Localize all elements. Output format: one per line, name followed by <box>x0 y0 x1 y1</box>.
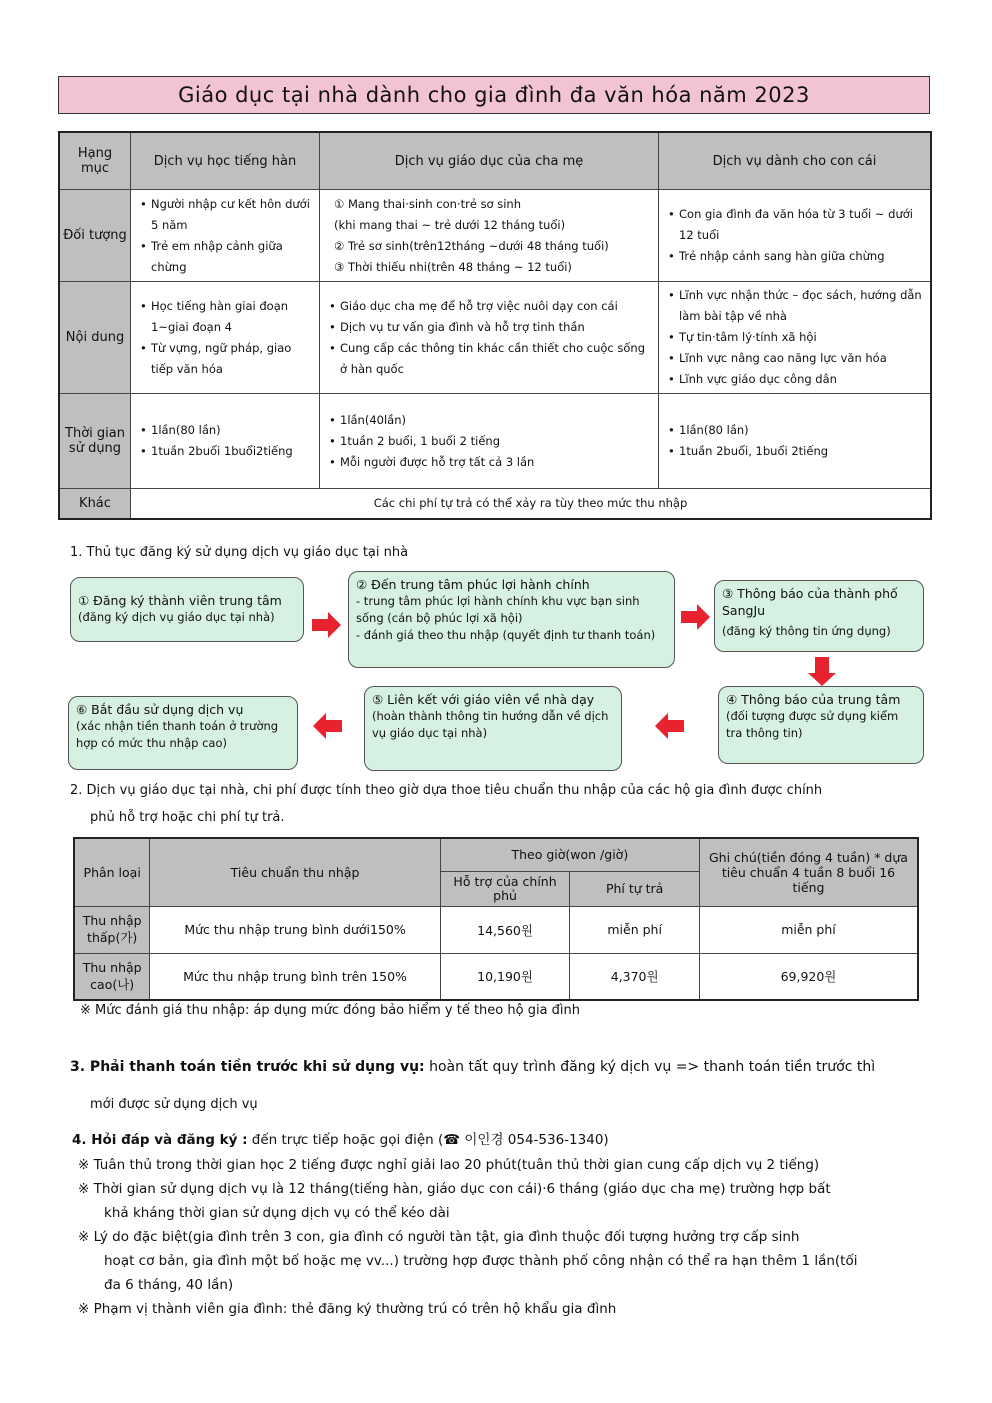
list-item: • Học tiếng hàn giai đoạn 1~giai đoạn 4 <box>151 296 313 338</box>
list-item: • Trẻ nhập cảnh sang hàn giữa chừng <box>679 246 924 267</box>
down-arrow-icon <box>808 657 836 687</box>
table-row <box>74 953 918 1000</box>
header-children: Dịch vụ dành cho con cái <box>659 132 932 190</box>
fee-table <box>73 837 919 1001</box>
right-arrow-icon <box>681 604 711 630</box>
list-item: • Người nhập cư kết hôn dưới 5 năm <box>151 194 313 236</box>
list-item: ① Mang thai·sinh con·trẻ sơ sinh <box>334 196 522 211</box>
row-label: Nội dung <box>59 282 131 394</box>
step-box <box>718 686 924 764</box>
note: ※ Tuân thủ trong thời gian học 2 tiếng được nghỉ giải lao 20 phút(tuân thủ thời gian cung cấp dịch vụ 2 tiếng) <box>78 1157 820 1173</box>
step-sub: (xác nhận tiền thanh toán ở trường hợp có mức thu nhập cao) <box>76 719 279 750</box>
header-category: Phân loại <box>74 838 150 906</box>
row-category: Thu nhập thấp(가) <box>74 906 150 953</box>
list-item: • Cung cấp các thông tin khác cần thiết cho cuộc sống ở hàn quốc <box>340 338 652 380</box>
section4-text: đến trực tiếp hoặc gọi điện (☎ 이인경 054-536-1340) <box>247 1132 609 1148</box>
note: khả kháng thời gian sử dụng dịch vụ có thể kéo dài <box>104 1205 450 1221</box>
table-cell <box>320 282 659 394</box>
step-sub: (hoàn thành thông tin hướng dẫn về dịch vụ giáo dục tại nhà) <box>372 709 609 740</box>
note: ※ Phạm vị thành viên gia đình: thẻ đăng ký thường trú có trên hộ khẩu gia đình <box>78 1301 617 1317</box>
section3 <box>70 1059 875 1075</box>
step-box <box>68 696 298 770</box>
table-cell: 10,190원 <box>440 953 570 1000</box>
row-label: Khác <box>59 489 131 519</box>
list-item: (khi mang thai ~ trẻ dưới 12 tháng tuổi) <box>334 217 566 232</box>
section2-heading-cont: phủ hỗ trợ hoặc chi phí tự trả. <box>90 810 285 825</box>
table-header-row <box>74 838 918 871</box>
row-category: Thu nhập cao(나) <box>74 953 150 1000</box>
step-box <box>70 577 304 642</box>
left-arrow-icon <box>654 713 684 739</box>
header-self: Phí tự trả <box>570 871 700 906</box>
list-item: ② Trẻ sơ sinh(trên12tháng ~dưới 48 tháng tuổi) <box>334 238 609 253</box>
list-item: • 1lần(80 lần) <box>679 420 924 441</box>
list-item: • 1tuần 2buổi 1buổi2tiếng <box>151 441 313 462</box>
table-cell <box>320 394 659 489</box>
section3-text-cont: mới được sử dụng dịch vụ <box>90 1097 258 1112</box>
table-cell <box>131 190 320 282</box>
step-title: ② Đến trung tâm phúc lợi hành chính <box>356 577 590 592</box>
table-cell <box>131 394 320 489</box>
table-cell <box>659 282 932 394</box>
section3-text: hoàn tất quy trình đăng ký dịch vụ => thanh toán tiền trước thì <box>424 1059 876 1075</box>
step-title: ⑥ Bắt đầu sử dụng dịch vụ <box>76 702 244 717</box>
table-cell: 69,920원 <box>699 953 918 1000</box>
list-item: • Giáo dục cha mẹ để hỗ trợ việc nuôi dạy con cái <box>340 296 652 317</box>
header-category: Hạng mục <box>59 132 131 190</box>
section4-heading: 4. Hỏi đáp và đăng ký : <box>72 1132 248 1148</box>
list-item: • Con gia đình đa văn hóa từ 3 tuổi ~ dưới 12 tuổi <box>679 204 924 246</box>
note: ※ Lý do đặc biệt(gia đình trên 3 con, gia đình có người tàn tật, gia đình thuộc đối tượng hưởng trợ cấp sinh <box>78 1229 800 1245</box>
table-cell: Mức thu nhập trung bình dưới150% <box>150 906 440 953</box>
header-support: Hỗ trợ của chính phủ <box>440 871 570 906</box>
table-cell: 14,560원 <box>440 906 570 953</box>
step-box <box>364 686 622 771</box>
table-cell: miễn phí <box>699 906 918 953</box>
list-item: • 1lần(80 lần) <box>151 420 313 441</box>
step-title: ③ Thông báo của thành phố SangJu <box>722 586 898 618</box>
table-row <box>59 282 931 394</box>
list-item: • Tự tin·tâm lý·tính xã hội <box>679 327 924 348</box>
section2-heading: 2. Dịch vụ giáo dục tại nhà, chi phí được tính theo giờ dựa thoe tiêu chuẩn thu nhập của các hộ gia đình được chính <box>70 783 823 798</box>
step-title: ① Đăng ký thành viên trung tâm <box>78 593 282 608</box>
table-cell <box>659 190 932 282</box>
table-cell <box>659 394 932 489</box>
income-footnote: ※ Mức đánh giá thu nhập: áp dụng mức đóng bảo hiểm y tế theo hộ gia đình <box>80 1003 580 1018</box>
table-row <box>59 394 931 489</box>
right-arrow-icon <box>312 612 342 638</box>
table-row <box>59 190 931 282</box>
step-sub: (đăng ký thông tin ứng dụng) <box>722 624 891 638</box>
list-item: • Trẻ em nhập cảnh giữa chừng <box>151 236 313 278</box>
table-row <box>74 906 918 953</box>
list-item: • Từ vựng, ngữ pháp, giao tiếp văn hóa <box>151 338 313 380</box>
header-korean: Dịch vụ học tiếng hàn <box>131 132 320 190</box>
list-item: ③ Thời thiếu nhi(trên 48 tháng ~ 12 tuổi) <box>334 259 572 274</box>
section3-heading: 3. Phải thanh toán tiền trước khi sử dụng vụ: <box>70 1059 425 1075</box>
table-cell <box>320 190 659 282</box>
list-item: • 1tuần 2buổi, 1buổi 2tiếng <box>679 441 924 462</box>
step-sub: - trung tâm phúc lợi hành chính khu vực bạn sinh sống (cán bộ phúc lợi xã hội) <box>356 594 640 625</box>
header-hourly: Theo giờ(won /giờ) <box>440 838 699 871</box>
list-item: • 1tuần 2 buổi, 1 buổi 2 tiếng <box>340 431 652 452</box>
list-item: • Dịch vụ tư vấn gia đình và hỗ trợ tinh thần <box>340 317 652 338</box>
row-label: Đối tượng <box>59 190 131 282</box>
service-table <box>58 131 932 520</box>
table-row <box>59 489 931 519</box>
page-title: Giáo dục tại nhà dành cho gia đình đa văn hóa năm 2023 <box>58 76 930 114</box>
left-arrow-icon <box>312 713 342 739</box>
step-sub: - đánh giá theo thu nhập (quyết định tư thanh toán) <box>356 628 656 642</box>
other-text: Các chi phí tự trả có thể xảy ra tùy theo mức thu nhập <box>131 489 932 519</box>
list-item: • 1lần(40lần) <box>340 410 652 431</box>
note: hoạt cơ bản, gia đình một bố hoặc mẹ vv...) trường hợp được thành phố công nhận có thể ra hạn thêm 1 lần(tối <box>104 1253 858 1269</box>
step-sub: (đăng ký dịch vụ giáo dục tại nhà) <box>78 610 275 624</box>
table-cell: 4,370원 <box>570 953 700 1000</box>
step-sub: (đối tượng được sử dụng kiểm tra thông tin) <box>726 709 899 740</box>
list-item: • Lĩnh vực giáo dục công dân <box>679 369 924 390</box>
step-box <box>714 580 924 652</box>
list-item: • Lĩnh vực nhận thức – đọc sách, hướng dẫn làm bài tập về nhà <box>679 285 924 327</box>
table-header-row <box>59 132 931 190</box>
table-cell <box>131 282 320 394</box>
list-item: • Lĩnh vực nâng cao năng lực văn hóa <box>679 348 924 369</box>
section4 <box>72 1128 609 1148</box>
table-cell: Mức thu nhập trung bình trên 150% <box>150 953 440 1000</box>
header-standard: Tiêu chuẩn thu nhập <box>150 838 440 906</box>
header-parent: Dịch vụ giáo dục của cha mẹ <box>320 132 659 190</box>
step-box <box>348 571 675 668</box>
note: đa 6 tháng, 40 lần) <box>104 1277 234 1293</box>
note: ※ Thời gian sử dụng dịch vụ là 12 tháng(tiếng hàn, giáo dục con cái)·6 tháng (giáo dục cha mẹ) trường hợp bất <box>78 1181 831 1197</box>
list-item: • Mỗi người được hỗ trợ tất cả 3 lần <box>340 452 652 473</box>
row-label: Thời gian sử dụng <box>59 394 131 489</box>
step-title: ⑤ Liên kết với giáo viên về nhà dạy <box>372 692 595 707</box>
section1-heading: 1. Thủ tục đăng ký sử dụng dịch vụ giáo dục tại nhà <box>70 545 409 560</box>
header-note: Ghi chú(tiền đóng 4 tuần) * dựa tiêu chuẩn 4 tuần 8 buổi 16 tiếng <box>699 838 918 906</box>
table-cell: miễn phí <box>570 906 700 953</box>
step-title: ④ Thông báo của trung tâm <box>726 692 901 707</box>
